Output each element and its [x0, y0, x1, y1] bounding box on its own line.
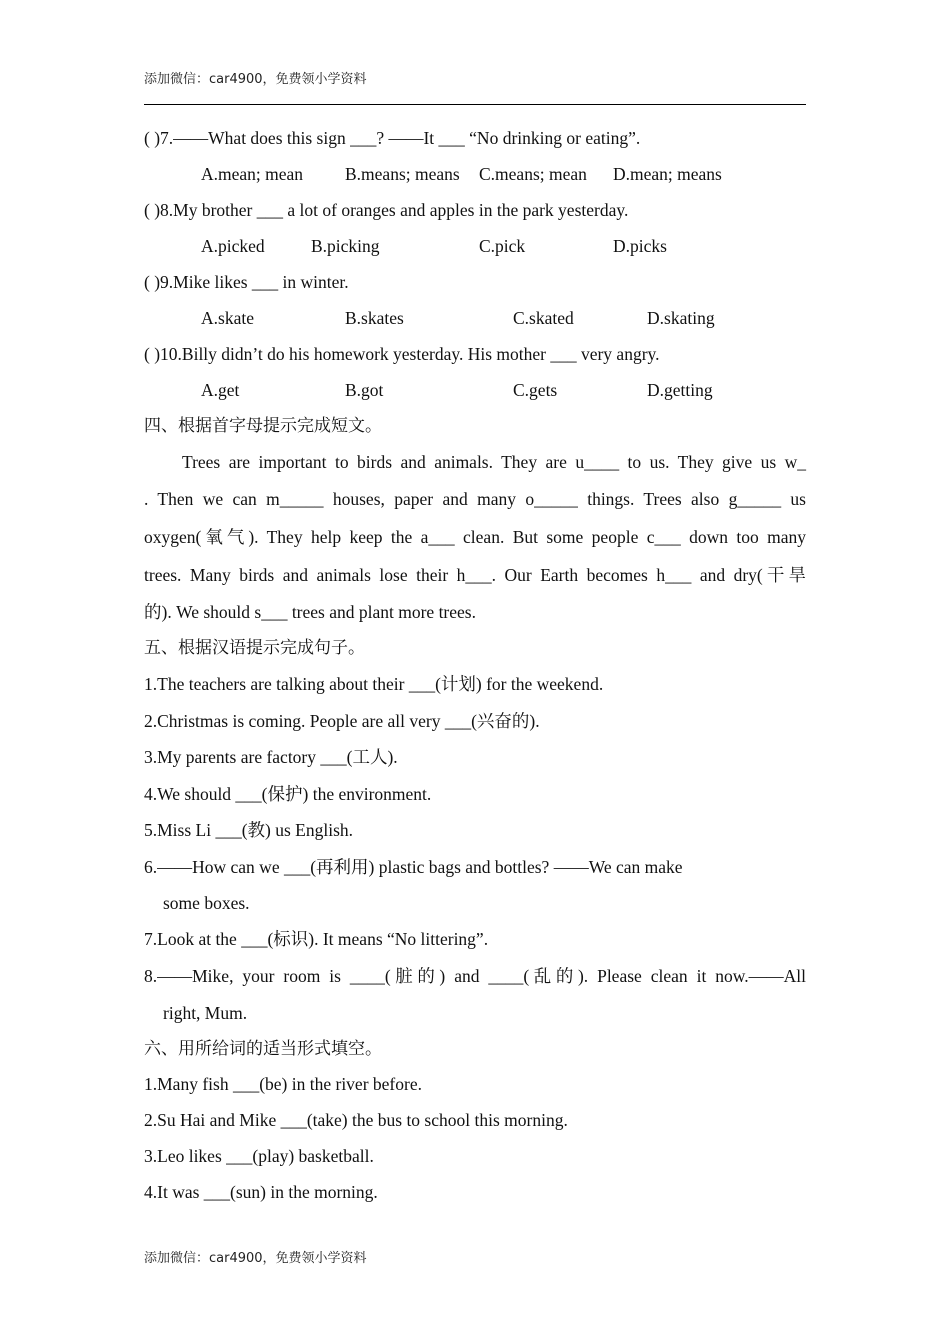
s5-item-1: 1.The teachers are talking about their ___(计划) for the weekend. [144, 674, 604, 694]
q8-option-b: B.picking [311, 236, 380, 256]
passage-line-1: Trees are important to birds and animals. They are u____ to us. They give us w_ [182, 452, 806, 472]
section-6-title: 六、用所给词的适当形式填空。 [144, 1039, 382, 1059]
s5-item-2: 2.Christmas is coming. People are all very ___(兴奋的). [144, 711, 540, 731]
q7-option-a: A.mean; mean [201, 164, 304, 184]
q8-option-d: D.picks [613, 236, 667, 256]
section-5-title: 五、根据汉语提示完成句子。 [144, 638, 365, 658]
s6-item-1: 1.Many fish ___(be) in the river before. [144, 1074, 422, 1094]
passage-line-2: . Then we can m_____ houses, paper and many o_____ things. Trees also g_____ us [144, 489, 806, 509]
s5-item-6: 6.——How can we ___(再利用) plastic bags and bottles? ——We can make [144, 857, 683, 877]
passage-line-3: oxygen(氧气). They help keep the a___ clean. But some people c___ down too many [144, 527, 806, 547]
question-8: ( )8.My brother ___ a lot of oranges and apples in the park yesterday. [144, 200, 629, 220]
q9-option-c: C.skated [513, 308, 574, 328]
q7-option-c: C.means; mean [479, 164, 587, 184]
q9-option-b: B.skates [345, 308, 404, 328]
question-7: ( )7.——What does this sign ___? ——It ___ “No drinking or eating”. [144, 128, 641, 148]
section-4-title: 四、根据首字母提示完成短文。 [144, 416, 382, 436]
q10-option-c: C.gets [513, 380, 558, 400]
s5-item-8-cont: right, Mum. [163, 1003, 248, 1023]
q9-option-d: D.skating [647, 308, 715, 328]
s6-item-2: 2.Su Hai and Mike ___(take) the bus to school this morning. [144, 1110, 568, 1130]
s5-item-6-cont: some boxes. [163, 893, 250, 913]
q8-option-c: C.pick [479, 236, 526, 256]
s5-item-8: 8.——Mike, your room is ____(脏的) and ____(乱的). Please clean it now.——All [144, 966, 806, 986]
passage-line-4: trees. Many birds and animals lose their h___. Our Earth becomes h___ and dry(干旱 [144, 565, 806, 585]
s5-item-4: 4.We should ___(保护) the environment. [144, 784, 432, 804]
page-header: 添加微信：car4900，免费领小学资料 [144, 72, 367, 87]
s5-item-7: 7.Look at the ___(标识). It means “No littering”. [144, 929, 489, 949]
s6-item-3: 3.Leo likes ___(play) basketball. [144, 1146, 374, 1166]
q10-option-d: D.getting [647, 380, 713, 400]
s5-item-3: 3.My parents are factory ___(工人). [144, 747, 398, 767]
q7-option-b: B.means; means [345, 164, 460, 184]
q10-option-a: A.get [201, 380, 240, 400]
q7-option-d: D.mean; means [613, 164, 722, 184]
question-10: ( )10.Billy didn’t do his homework yesterday. His mother ___ very angry. [144, 344, 660, 364]
q8-option-a: A.picked [201, 236, 265, 256]
s5-item-5: 5.Miss Li ___(教) us English. [144, 820, 354, 840]
question-9: ( )9.Mike likes ___ in winter. [144, 272, 349, 292]
s6-item-4: 4.It was ___(sun) in the morning. [144, 1182, 378, 1202]
passage-line-5: 的). We should s___ trees and plant more trees. [144, 602, 476, 622]
q9-option-a: A.skate [201, 308, 254, 328]
page-footer: 添加微信：car4900，免费领小学资料 [144, 1251, 367, 1266]
q10-option-b: B.got [345, 380, 384, 400]
header-divider [144, 104, 806, 105]
